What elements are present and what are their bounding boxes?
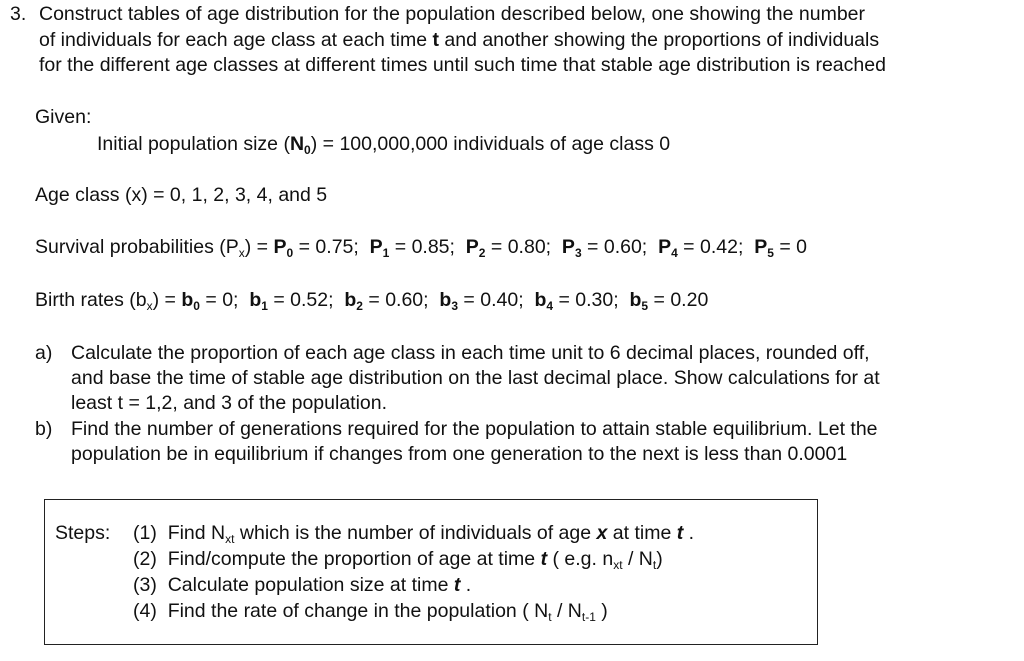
step-3-end: . <box>460 574 472 596</box>
birth-subscript: 3 <box>451 299 459 313</box>
survival-values <box>274 236 807 258</box>
survival-line <box>35 236 807 259</box>
question-line-2 <box>39 29 879 52</box>
birth-symbol: b <box>439 289 452 311</box>
part-a-line-2: and base the time of stable age distribution on the last decimal place. Show calculations for at <box>71 367 880 389</box>
birth-symbol: b <box>344 289 357 311</box>
birth-symbol: b <box>181 289 194 311</box>
question-line-2-tail: and another showing the proportions of individuals <box>438 29 880 51</box>
survival-symbol: P <box>369 236 383 258</box>
step-3 <box>133 574 471 597</box>
survival-value: = 0.60; <box>581 236 648 258</box>
step-2-mid2: / N <box>622 548 653 570</box>
survival-value: = 0.85; <box>389 236 455 258</box>
question-line-3: for the different age classes at different times until such time that stable age distribution is reached <box>39 54 886 76</box>
step-1-t: t <box>676 522 684 544</box>
part-b-line-2: population be in equilibrium if changes from one generation to the next is less than 0.0001 <box>71 443 848 465</box>
birth-label-post: ) = <box>152 289 176 311</box>
survival-symbol: P <box>273 236 287 258</box>
birth-subscript: 2 <box>356 299 363 313</box>
initial-post: ) = 100,000,000 individuals of age class 0 <box>310 133 671 155</box>
survival-label-post: ) = <box>244 236 269 258</box>
step-1-num: (1) <box>133 522 157 544</box>
birth-value: = 0.40; <box>458 289 524 311</box>
survival-3 <box>562 236 647 258</box>
survival-symbol: P <box>465 236 479 258</box>
birth-subscript: 4 <box>546 299 554 313</box>
birth-value: = 0.52; <box>267 289 334 311</box>
step-3-num: (3) <box>133 574 157 596</box>
question-line-1: Construct tables of age distribution for the population described below, one showing the number <box>39 3 866 25</box>
initial-population <box>97 133 670 156</box>
survival-subscript: 2 <box>478 246 486 260</box>
survival-value: = 0.75; <box>293 236 359 258</box>
n-letter: N <box>289 133 305 155</box>
steps-box <box>44 499 818 645</box>
survival-0 <box>274 236 359 258</box>
step-1-x: x <box>596 522 608 544</box>
birth-value: = 0.60; <box>362 289 429 311</box>
survival-1 <box>370 236 455 258</box>
step-3-t: t <box>453 574 461 596</box>
step-2-sub1: xt <box>613 558 623 572</box>
birth-symbol: b <box>534 289 547 311</box>
step-4-num: (4) <box>133 600 157 622</box>
initial-pre: Initial population size ( <box>97 133 290 155</box>
part-a-line-1: Calculate the proportion of each age class in each time unit to 6 decimal places, rounded off, <box>71 342 870 364</box>
survival-4 <box>658 236 743 258</box>
survival-subscript: 4 <box>671 246 678 260</box>
birth-line <box>35 289 708 312</box>
birth-value: = 0.20 <box>648 289 709 311</box>
step-1-mid2: at time <box>607 522 677 544</box>
birth-symbol: b <box>629 289 642 311</box>
n0-sub: 0 <box>304 143 311 157</box>
birth-values <box>181 289 708 311</box>
birth-label-sub: x <box>146 299 153 313</box>
survival-subscript: 0 <box>286 246 294 260</box>
step-1-mid: which is the number of individuals of age <box>234 522 597 544</box>
survival-symbol: P <box>561 236 575 258</box>
birth-subscript: 1 <box>261 299 268 313</box>
part-b-line-1: Find the number of generations required for the population to attain stable equilibrium. Let the <box>71 418 878 440</box>
survival-value: = 0.42; <box>677 236 744 258</box>
birth-2 <box>344 289 428 311</box>
step-1 <box>133 522 694 545</box>
survival-subscript: 1 <box>382 246 390 260</box>
step-1-sub: xt <box>225 532 235 546</box>
step-2-end: ) <box>656 548 663 570</box>
birth-symbol: b <box>249 289 262 311</box>
step-4 <box>133 600 608 623</box>
birth-value: = 0; <box>199 289 239 311</box>
steps-label: Steps: <box>55 522 111 544</box>
birth-subscript: 5 <box>641 299 649 313</box>
n0-symbol <box>290 133 311 155</box>
step-4-mid: / N <box>551 600 582 622</box>
question-number: 3. <box>10 3 27 25</box>
survival-symbol: P <box>754 236 768 258</box>
step-1-end: . <box>683 522 695 544</box>
survival-subscript: 3 <box>574 246 582 260</box>
step-2-num: (2) <box>133 548 157 570</box>
survival-label-sub: x <box>238 246 245 260</box>
step-2-mid: ( e.g. n <box>547 548 614 570</box>
birth-4 <box>534 289 618 311</box>
survival-5 <box>754 236 807 258</box>
step-2 <box>133 548 663 571</box>
birth-3 <box>439 289 523 311</box>
step-4-sub2: t-1 <box>581 610 596 624</box>
survival-value: = 0 <box>773 236 807 258</box>
survival-label: Survival probabilities (P <box>35 236 239 258</box>
step-3-pre: Calculate population size at time <box>167 574 454 596</box>
survival-subscript: 5 <box>767 246 774 260</box>
birth-subscript: 0 <box>193 299 200 313</box>
step-2-pre: Find/compute the proportion of age at time <box>167 548 541 570</box>
survival-value: = 0.80; <box>485 236 552 258</box>
question-line-2-text: of individuals for each age class at each time <box>39 29 433 51</box>
time-t-symbol: t <box>432 29 439 51</box>
part-b-label: b) <box>35 418 53 440</box>
step-2-t: t <box>540 548 548 570</box>
birth-1 <box>249 289 333 311</box>
step-4-pre: Find the rate of change in the population ( N <box>167 600 549 622</box>
survival-symbol: P <box>658 236 672 258</box>
given-label: Given: <box>35 106 92 128</box>
birth-value: = 0.30; <box>553 289 619 311</box>
step-4-end: ) <box>595 600 608 622</box>
birth-0 <box>181 289 238 311</box>
part-a-label: a) <box>35 342 53 364</box>
birth-label: Birth rates (b <box>35 289 147 311</box>
step-1-pre: Find N <box>167 522 226 544</box>
step-2-sub2: t <box>652 558 657 572</box>
survival-2 <box>466 236 551 258</box>
part-a-line-3: least t = 1,2, and 3 of the population. <box>71 392 388 414</box>
age-class-line: Age class (x) = 0, 1, 2, 3, 4, and 5 <box>35 184 328 206</box>
step-4-sub1: t <box>548 610 552 624</box>
birth-5 <box>630 289 709 311</box>
